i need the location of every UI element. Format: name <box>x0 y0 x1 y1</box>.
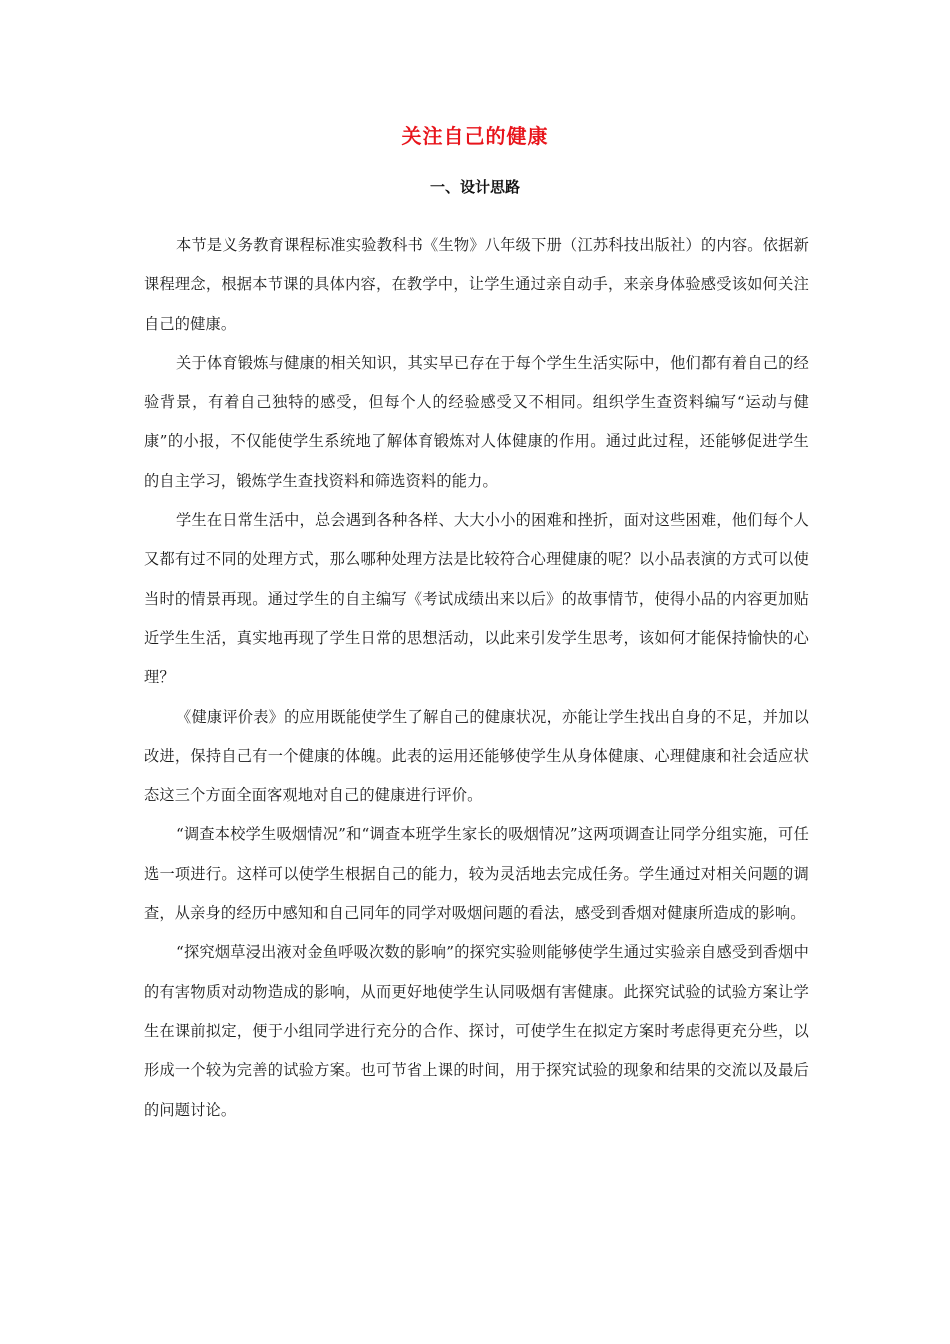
paragraph: 关于体育锻炼与健康的相关知识，其实早已存在于每个学生生活实际中，他们都有着自己的经验背景，有着自己独特的感受，但每个人的经验感受又不相同。组织学生查资料编写“运动与健康”的小报，不仅能使学生系统地了解体育锻炼对人体健康的作用。通过此过程，还能够促进学生的自主学习，锻炼学生查找资料和筛选资料的能力。 <box>144 353 809 490</box>
document-title: 关注自己的健康 <box>401 124 549 148</box>
paragraph: 《健康评价表》的应用既能使学生了解自己的健康状况，亦能让学生找出自身的不足，并加以改进，保持自己有一个健康的体魄。此表的运用还能够使学生从身体健康、心理健康和社会适应状态这三个方面全面客观地对自己的健康进行评价。 <box>144 707 809 805</box>
paragraph: 本节是义务教育课程标准实验教科书《生物》八年级下册（江苏科技出版社）的内容。依据新课程理念，根据本节课的具体内容，在教学中，让学生通过亲自动手，来亲身体验感受该如何关注自己的健康。 <box>144 236 809 333</box>
document-body <box>144 226 809 1130</box>
paragraph: “探究烟草浸出液对金鱼呼吸次数的影响”的探究实验则能够使学生通过实验亲自感受到香烟中的有害物质对动物造成的影响，从而更好地使学生认同吸烟有害健康。此探究试验的试验方案让学生在课前拟定，便于小组同学进行充分的合作、探讨，可使学生在拟定方案时考虑得更充分些，以形成一个较为完善的试验方案。也可节省上课的时间，用于探究试验的现象和结果的交流以及最后的问题讨论。 <box>144 943 809 1119</box>
section-heading: 一、设计思路 <box>429 178 520 196</box>
paragraph: “调查本校学生吸烟情况”和“调查本班学生家长的吸烟情况”这两项调查让同学分组实施，可任选一项进行。这样可以使学生根据自己的能力，较为灵活地去完成任务。学生通过对相关问题的调查，从亲身的经历中感知和自己同年的同学对吸烟问题的看法，感受到香烟对健康所造成的影响。 <box>144 825 809 923</box>
paragraph: 学生在日常生活中，总会遇到各种各样、大大小小的困难和挫折，面对这些困难，他们每个人又都有过不同的处理方式，那么哪种处理方法是比较符合心理健康的呢？以小品表演的方式可以使当时的情景再现。通过学生的自主编写《考试成绩出来以后》的故事情节，使得小品的内容更加贴近学生生活，真实地再现了学生日常的思想活动，以此来引发学生思考，该如何才能保持愉快的心理？ <box>144 511 809 687</box>
